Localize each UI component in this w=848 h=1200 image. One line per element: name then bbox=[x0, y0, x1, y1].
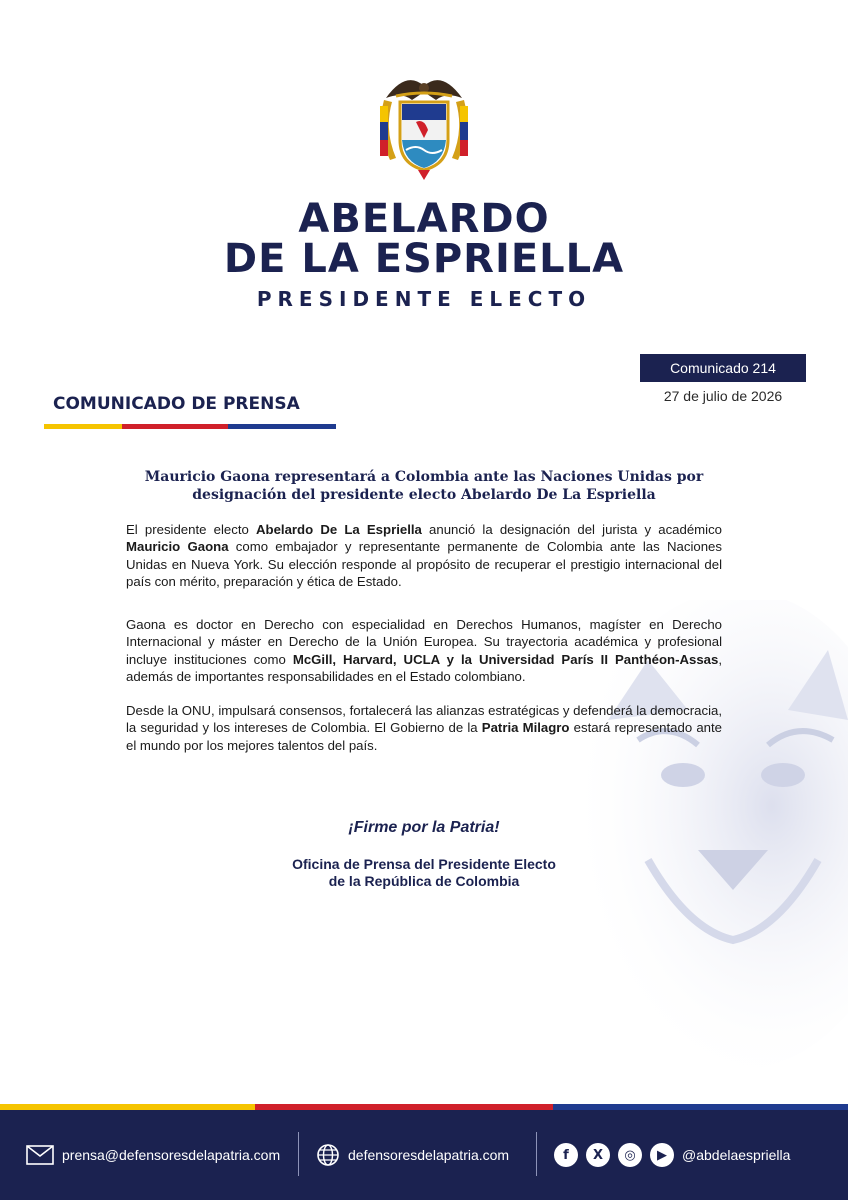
footer-email[interactable] bbox=[26, 1140, 280, 1170]
x-icon[interactable]: X bbox=[586, 1143, 610, 1167]
facebook-icon[interactable]: f bbox=[554, 1143, 578, 1167]
footer-separator bbox=[298, 1132, 299, 1176]
body-paragraph-3 bbox=[126, 702, 722, 754]
p2-text-a: Gaona es doctor en Derecho con especialidad en Derechos Humanos, magíster en Derecho Internacional y máster en Derecho de la Unión Europea. Su trayectoria académica y profesional incluye instituciones como bbox=[126, 617, 722, 667]
p2-bold-institutions: McGill, Harvard, UCLA y la Universidad París II Panthéon-Assas bbox=[292, 651, 719, 667]
president-name-line2: DE LA ESPRIELLA bbox=[223, 236, 625, 282]
office-line2: de la República de Colombia bbox=[328, 873, 520, 889]
p1-text-a: El presidente electo bbox=[126, 522, 256, 537]
president-subtitle: PRESIDENTE ELECTO bbox=[256, 287, 592, 311]
press-release-title: COMUNICADO DE PRENSA bbox=[53, 394, 300, 414]
p1-text-e: como embajador y representante permanente de Colombia ante las Naciones Unidas en Nueva York. Su elección responde al propósito de recuperar el prestigio internacional del país con mérito, preparación y ética de Estado. bbox=[126, 539, 722, 590]
president-name-line1: ABELARDO bbox=[298, 196, 550, 242]
p1-bold-gaona: Mauricio Gaona bbox=[126, 539, 229, 555]
communique-date: 27 de julio de 2026 bbox=[663, 388, 783, 404]
footer-social-handle[interactable]: @abdelaespriella bbox=[682, 1147, 791, 1163]
headline-line2: designación del presidente electo Abelardo De La Espriella bbox=[192, 487, 656, 503]
body-paragraph-2 bbox=[126, 616, 722, 686]
footer-website[interactable] bbox=[316, 1140, 509, 1170]
youtube-icon[interactable]: ▶ bbox=[650, 1143, 674, 1167]
headline bbox=[130, 468, 718, 504]
footer-separator bbox=[536, 1132, 537, 1176]
colombia-coat-of-arms-icon bbox=[366, 70, 482, 182]
p1-bold-name: Abelardo De La Espriella bbox=[256, 522, 422, 537]
p3-bold-patria: Patria Milagro bbox=[481, 720, 570, 736]
communique-number-badge: Comunicado 214 bbox=[640, 354, 806, 382]
footer-email-text: prensa@defensoresdelapatria.com bbox=[62, 1147, 281, 1163]
footer-social bbox=[554, 1140, 790, 1170]
footer bbox=[0, 1110, 848, 1200]
p1-text-c: anunció la designación del jurista y académico bbox=[421, 522, 723, 537]
footer-website-text: defensoresdelapatria.com bbox=[348, 1147, 510, 1163]
office-line1: Oficina de Prensa del Presidente Electo bbox=[292, 856, 556, 872]
press-office-signature bbox=[0, 856, 848, 890]
mail-icon bbox=[26, 1145, 54, 1165]
p3-text-c: estará representado ante el mundo por los mejores talentos del país. bbox=[126, 720, 722, 753]
tricolor-underline bbox=[44, 424, 336, 429]
body-paragraph-1 bbox=[126, 521, 722, 591]
instagram-icon[interactable]: ◎ bbox=[618, 1143, 642, 1167]
closing-motto: ¡Firme por la Patria! bbox=[348, 819, 500, 836]
p3-text-a: Desde la ONU, impulsará consensos, fortalecerá las alianzas estratégicas y defenderá la democracia, la seguridad y los intereses de Colombia. El Gobierno de la bbox=[126, 703, 722, 736]
headline-line1: Mauricio Gaona representará a Colombia ante las Naciones Unidas por bbox=[144, 469, 704, 485]
globe-icon bbox=[316, 1143, 340, 1167]
p2-text-c: , además de importantes responsabilidades en el Estado colombiano. bbox=[126, 651, 722, 685]
